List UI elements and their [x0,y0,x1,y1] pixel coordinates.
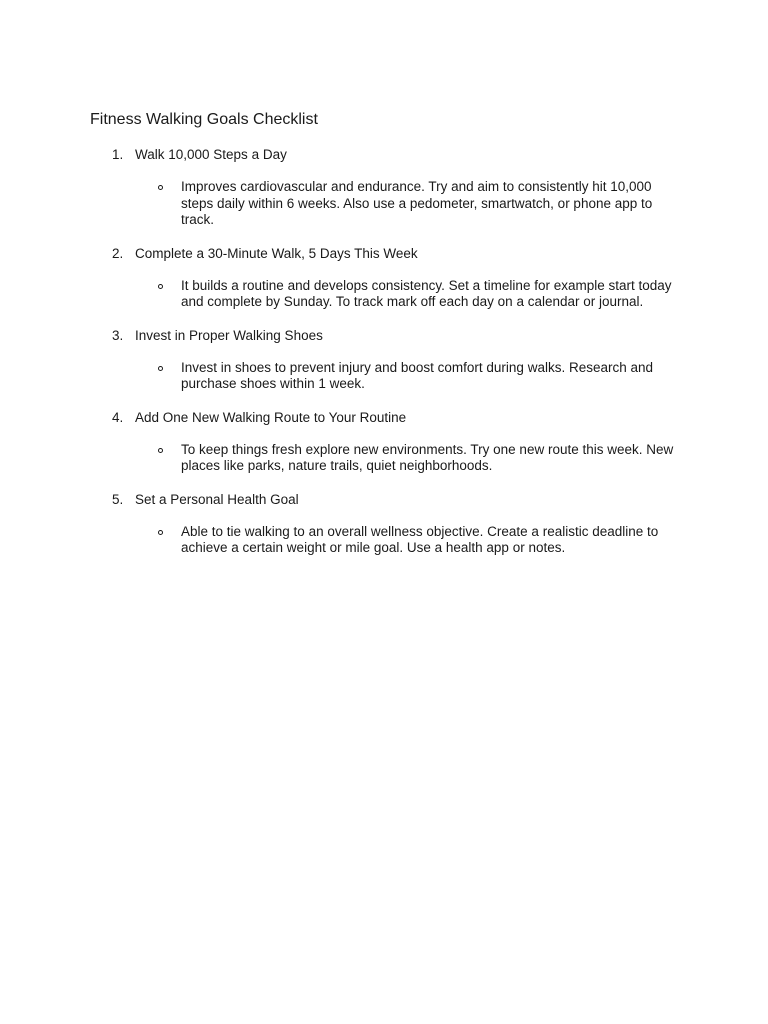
hollow-circle-bullet-icon [158,284,163,289]
goal-detail [0,442,768,475]
goal-heading [0,409,768,426]
goal-item-5 [0,491,768,557]
hollow-circle-bullet-icon [158,185,163,190]
goal-title: Walk 10,000 Steps a Day [135,147,287,162]
goal-item-4 [0,409,768,475]
goal-number: 2. [112,245,124,261]
goal-heading [0,245,768,262]
goal-detail-text: It builds a routine and develops consistency. Set a timeline for example start today and complete by Sunday. To track mark off each day on a calendar or journal. [181,277,672,309]
goal-number: 5. [112,491,124,507]
goal-heading [0,491,768,508]
goal-item-3 [0,327,768,393]
goal-title: Invest in Proper Walking Shoes [135,327,323,343]
goal-number: 4. [112,409,124,425]
goal-detail [0,278,768,311]
goal-heading [0,146,768,163]
goal-heading [0,327,768,344]
goal-detail [0,360,768,393]
page-title: Fitness Walking Goals Checklist [90,111,318,128]
hollow-circle-bullet-icon [158,366,163,371]
goal-item-1 [0,146,768,229]
hollow-circle-bullet-icon [158,448,163,453]
goal-number: 3. [112,327,124,343]
goal-detail [0,179,768,229]
goal-number: 1. [112,147,124,162]
goal-title: Add One New Walking Route to Your Routine [135,409,407,425]
goal-detail-text: To keep things fresh explore new environments. Try one new route this week. New places like parks, nature trails, quiet neighborhoods. [181,441,674,473]
goal-detail-text: Able to tie walking to an overall wellness objective. Create a realistic deadline to achieve a certain weight or mile goal. Use a health app or notes. [181,523,659,555]
goal-list [0,146,768,573]
goal-detail-text: Invest in shoes to prevent injury and boost comfort during walks. Research and purchase shoes within 1 week. [181,359,653,391]
goal-detail-text: Improves cardiovascular and endurance. Try and aim to consistently hit 10,000 steps daily within 6 weeks. Also use a pedometer, smartwatch, or phone app to track. [181,179,653,227]
goal-title: Set a Personal Health Goal [135,491,299,507]
goal-detail [0,524,768,557]
goal-title: Complete a 30-Minute Walk, 5 Days This Week [135,245,418,261]
goal-item-2 [0,245,768,311]
hollow-circle-bullet-icon [158,530,163,535]
